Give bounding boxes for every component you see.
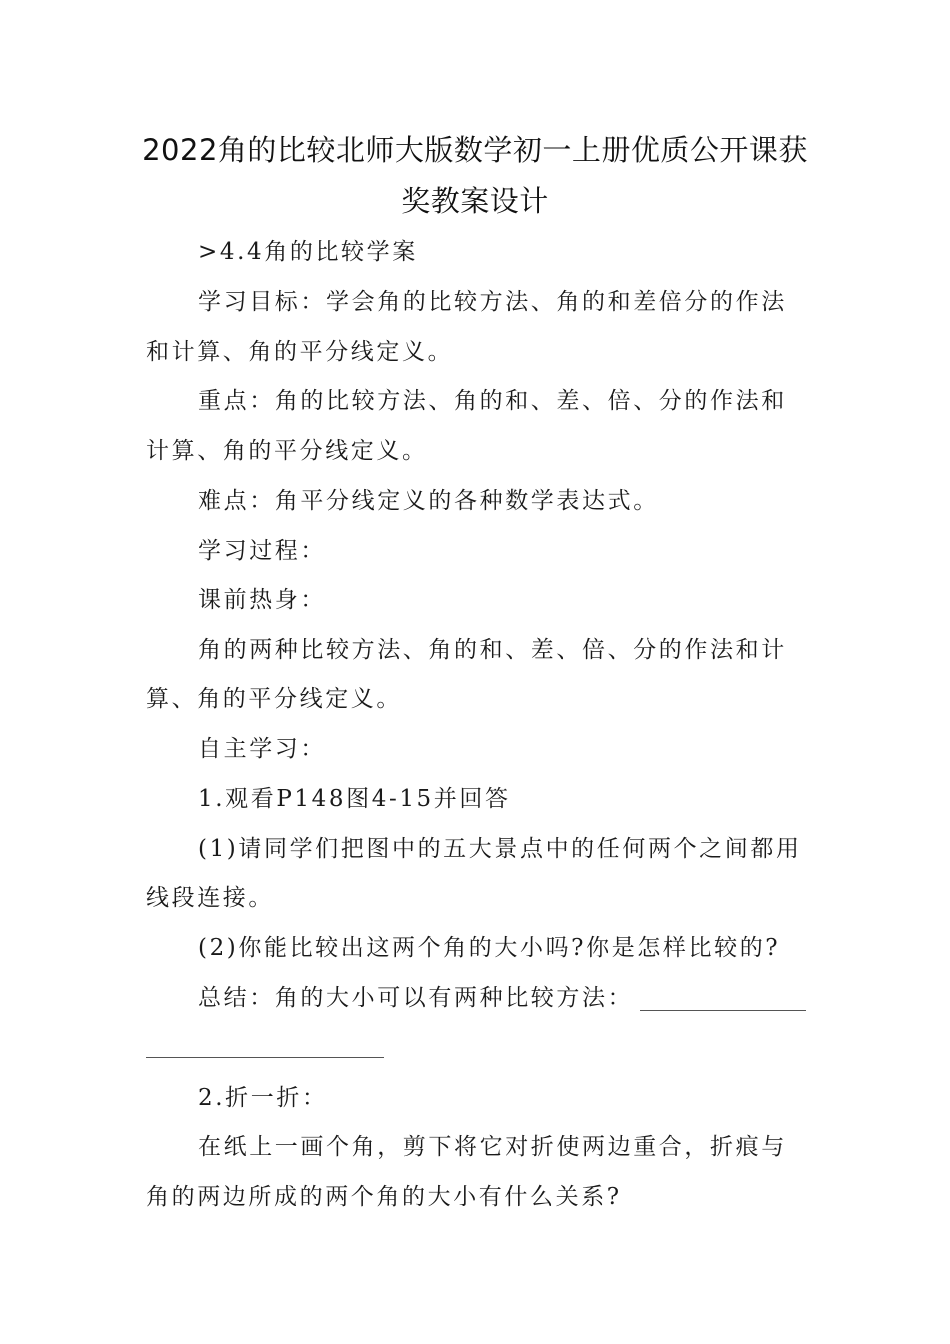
document-title-line-2: 奖教案设计 [401, 184, 549, 218]
paragraph-line: (1)请同学们把图中的五大景点中的任何两个之间都用 [198, 836, 802, 862]
answer-blank-line [146, 1057, 384, 1058]
document-title-line-1: 2022角的比较北师大版数学初一上册优质公开课获 [142, 133, 808, 167]
paragraph-line: 课前热身： [198, 587, 326, 613]
answer-blank-line [640, 1010, 806, 1011]
paragraph-line: 总结：角的大小可以有两种比较方法： [198, 985, 634, 1011]
paragraph-line: 算、角的平分线定义。 [146, 686, 402, 712]
paragraph-line: 学习过程： [198, 538, 326, 564]
paragraph-line: 计算、角的平分线定义。 [146, 438, 428, 464]
paragraph-line: 在纸上一画个角，剪下将它对折使两边重合，折痕与 [198, 1134, 787, 1160]
paragraph-line: 2.折一折： [198, 1085, 328, 1111]
section-heading: >4.4角的比较学案 [198, 239, 418, 265]
paragraph-line: 角的两边所成的两个角的大小有什么关系? [146, 1184, 622, 1210]
paragraph-line: (2)你能比较出这两个角的大小吗?你是怎样比较的? [198, 935, 781, 961]
paragraph-line: 难点：角平分线定义的各种数学表达式。 [198, 488, 659, 514]
paragraph-line: 自主学习： [198, 736, 326, 762]
paragraph-line: 和计算、角的平分线定义。 [146, 339, 454, 365]
paragraph-line: 1.观看P148图4-15并回答 [198, 786, 511, 812]
paragraph-line: 学习目标：学会角的比较方法、角的和差倍分的作法 [198, 289, 787, 315]
paragraph-line: 线段连接。 [146, 885, 274, 911]
paragraph-line: 重点：角的比较方法、角的和、差、倍、分的作法和 [198, 388, 787, 414]
paragraph-line: 角的两种比较方法、角的和、差、倍、分的作法和计 [198, 637, 787, 663]
